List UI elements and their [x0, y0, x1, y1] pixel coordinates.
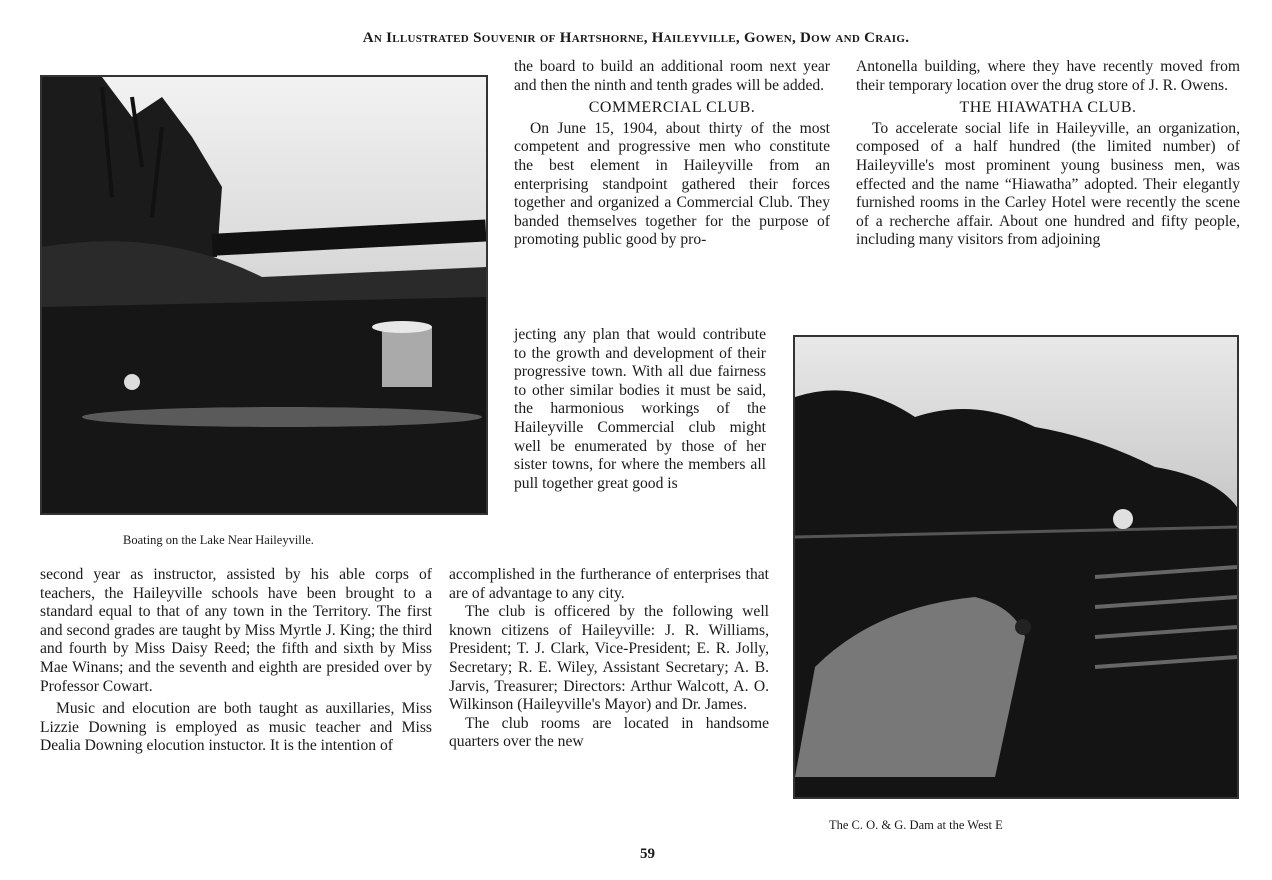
paragraph-club-rooms: The club rooms are located in handsome quarters over the new [449, 714, 769, 751]
column-left [40, 566, 432, 756]
dam-image [795, 337, 1237, 797]
page-number: 59 [640, 846, 655, 862]
photo-boating-lake [40, 75, 488, 515]
paragraph-antonella: Antonella building, where they have recently moved from their temporary location over the drug store of J. R. Owens. [856, 58, 1240, 94]
boating-lake-image [42, 77, 486, 513]
column-right [856, 58, 1240, 250]
photo-dam [793, 335, 1239, 799]
paragraph-officers: The club is officered by the following well known citizens of Haileyville: J. R. Williams, President; T. J. Clark, Vice-President; E. R. Jolly, Secretary; R. E. Wiley, Assistant Secretary; A. B. Jarvis, Treasurer; Directors: Arthur Walcott, A. O. Wilkinson (Haileyville's Mayor) and Dr. James. [449, 603, 769, 714]
paragraph-music: Music and elocution are both taught as auxillaries, Miss Lizzie Downing is employed as music teacher and Miss Dealia Downing elocution instuctor. It is the intention of [40, 700, 432, 755]
column-middle-narrow [514, 326, 766, 493]
paragraph-hiawatha: To accelerate social life in Haileyville, an organization, composed of a half hundred (the limited number) of Haileyville's most prominent young business men, was effected and the name “Hiawatha” adopted. Their elegantly furnished rooms in the Carley Hotel were recently the scene of a recherche affair. About one hundred and fifty people, including many visitors from adjoining [856, 119, 1240, 249]
photo-caption-boating: Boating on the Lake Near Haileyville. [123, 533, 314, 547]
column-middle-top [514, 58, 830, 250]
running-header: An Illustrated Souvenir of Hartshorne, Haileyville, Gowen, Dow and Craig. [362, 30, 910, 46]
paragraph-commercial-club-b: jecting any plan that would contribute to the growth and development of their progressive town. With all due fairness to other similar bodies it must be said, the harmonious workings of the Haileyville Commercial club might well be enumerated by those of her sister towns, for where the members all pull together great good is [514, 326, 766, 492]
photo-caption-dam: The C. O. & G. Dam at the West E [829, 818, 1003, 832]
paragraph-commercial-club-c: accomplished in the furtherance of enterprises that are of advantage to any city. [449, 566, 769, 602]
heading-hiawatha-club: THE HIAWATHA CLUB. [959, 99, 1137, 117]
paragraph-schools: second year as instructor, assisted by his able corps of teachers, the Haileyville schools have been brought to a standard equal to that of any town in the Territory. The first and second grades are taught by Miss Myrtle J. King; the third and fourth by Miss Daisy Reed; the fifth and sixth by Miss Mae Winans; and the seventh and eighth are presided over by Professor Cowart. [40, 566, 432, 695]
heading-commercial-club: COMMERCIAL CLUB. [588, 99, 756, 117]
paragraph-board: the board to build an additional room next year and then the ninth and tenth grades will be added. [514, 58, 830, 94]
column-middle-bottom [449, 566, 769, 752]
paragraph-commercial-club-a: On June 15, 1904, about thirty of the most competent and progressive men who constitute the best element in Haileyville from an enterprising standpoint gathered their forces together and organized a Commercial Club. They banded themselves together for the purpose of promoting public good by pro- [514, 119, 830, 249]
